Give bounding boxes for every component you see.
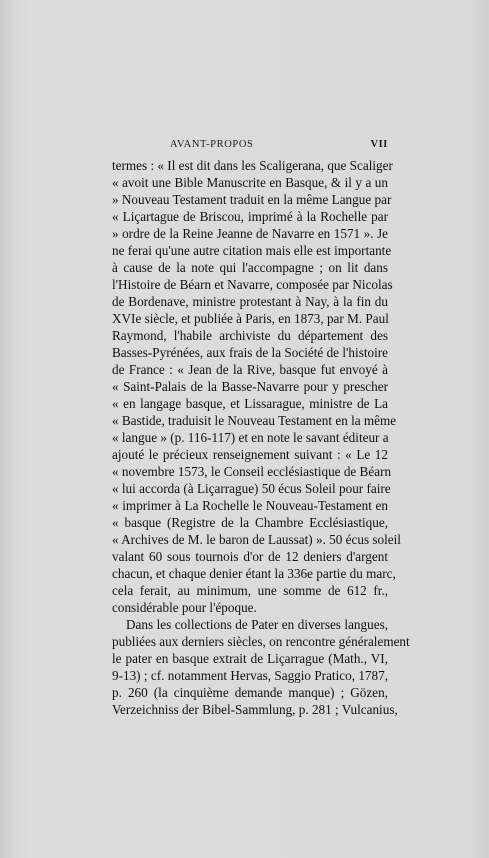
text-line: Verzeichniss der Bibel-Sammlung, p. 281 ; Vulcanius, xyxy=(112,702,398,717)
text-line: chacun, et chaque denier étant la 336e partie du marc, xyxy=(112,566,396,581)
text-line: le pater en basque extrait de Liçarrague (Math., VI, xyxy=(112,651,388,666)
text-line: ne ferai qu'une autre citation mais elle est importante xyxy=(112,243,392,258)
text-line: « lui accorda (à Liçarrague) 50 écus Soleil pour faire xyxy=(112,481,391,496)
text-line: l'Histoire de Béarn et Navarre, composée par Nicolas xyxy=(112,277,393,292)
text-line: Dans les collections de Pater en diverses langues, xyxy=(126,617,388,632)
text-line: « langue » (p. 116-117) et en note le savant éditeur a xyxy=(112,430,389,445)
text-line: « Archives de M. le baron de Laussat) ». 50 écus soleil xyxy=(112,532,401,547)
text-line: 9-13) ; cf. notamment Hervas, Saggio Pratico, 1787, xyxy=(112,668,388,683)
text-line: ajouté le précieux renseignement suivant : « Le 12 xyxy=(112,447,388,462)
running-header xyxy=(112,139,388,155)
text-line: « en langage basque, et Lissarague, ministre de La xyxy=(112,396,388,411)
text-line: » ordre de la Reine Jeanne de Navarre en 1571 ». Je xyxy=(112,226,388,241)
text-line: « Bastide, traduisit le Nouveau Testament en la même xyxy=(112,413,397,428)
text-line: à cause de la note qui l'accompagne ; on lit dans xyxy=(112,260,388,275)
text-line: valant 60 sous tournois d'or de 12 deniers d'argent xyxy=(112,549,388,564)
running-title: AVANT-PROPOS xyxy=(170,139,254,150)
body-text xyxy=(112,157,410,718)
text-line: « novembre 1573, le Conseil ecclésiastique de Béarn xyxy=(112,464,392,479)
text-line: Raymond, l'habile archiviste du département des xyxy=(112,328,388,343)
text-line: de Bordenave, ministre protestant à Nay, à la fin du xyxy=(112,294,388,309)
page-number: VII xyxy=(370,139,388,150)
text-line: Basses-Pyrénées, aux frais de la Société de l'histoire xyxy=(112,345,388,360)
text-line: p. 260 (la cinquième demande manque) ; Gözen, xyxy=(112,685,388,700)
text-line: XVIe siècle, et publiée à Paris, en 1873, par M. Paul xyxy=(112,311,389,326)
text-line: « Liçartague de Briscou, imprimé à la Rochelle par xyxy=(112,209,388,224)
text-line: termes : « Il est dit dans les Scaligerana, que Scaliger xyxy=(112,158,393,173)
text-line: « Saint-Palais de la Basse-Navarre pour y prescher xyxy=(112,379,388,394)
text-line: de France : « Jean de la Rive, basque fut envoyé à xyxy=(112,362,388,377)
text-line: publiées aux derniers siècles, on rencontre généralement xyxy=(112,634,410,649)
text-line: cela ferait, au minimum, une somme de 612 fr., xyxy=(112,583,388,598)
text-line: « imprimer à La Rochelle le Nouveau-Testament en xyxy=(112,498,388,513)
text-line: « avoit une Bible Manuscrite en Basque, & il y a un xyxy=(112,175,388,190)
text-line: » Nouveau Testament traduit en la même Langue par xyxy=(112,192,392,207)
text-line: considérable pour l'époque. xyxy=(112,600,257,615)
text-line: « basque (Registre de la Chambre Ecclésiastique, xyxy=(112,515,388,530)
